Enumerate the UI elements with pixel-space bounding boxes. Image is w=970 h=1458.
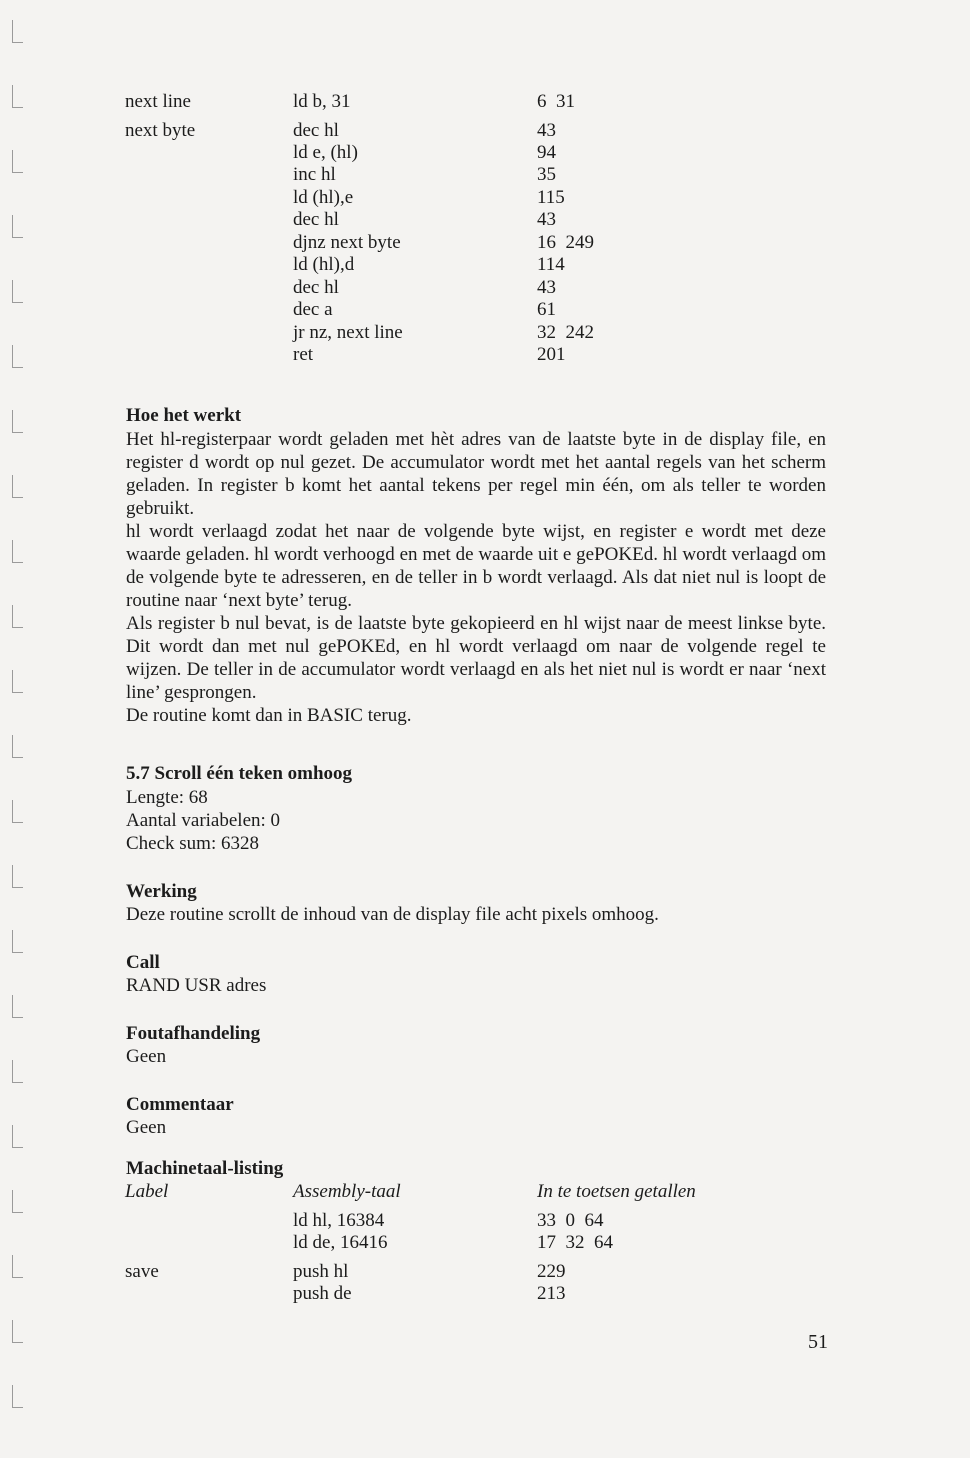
section-checksum: Check sum: 6328 (126, 833, 259, 854)
listing-nums-cell: 61 (537, 299, 556, 320)
column-label-header: Label (125, 1181, 169, 1202)
listing-nums-cell: 201 (537, 344, 566, 365)
listing-nums-cell: 229 (537, 1261, 566, 1282)
page-number: 51 (808, 1331, 828, 1353)
binding-mark (12, 605, 23, 628)
listing-asm-cell: ret (293, 344, 314, 365)
binding-mark (12, 995, 23, 1018)
werking-heading: Werking (126, 881, 197, 902)
how-body (126, 428, 826, 727)
binding-mark (12, 930, 23, 953)
listing-asm-cell: push hl (293, 1261, 349, 1282)
listing-asm-cell: dec hl (293, 277, 339, 298)
binding-mark (12, 345, 23, 368)
listing-label-cell: next line (125, 91, 191, 112)
comm-text: Geen (126, 1117, 167, 1138)
listing-nums-cell: 43 (537, 209, 556, 230)
binding-mark (12, 865, 23, 888)
section-heading: 5.7 Scroll één teken omhoog (126, 763, 353, 784)
listing-nums-cell: 35 (537, 164, 556, 185)
listing-nums-cell: 94 (537, 142, 556, 163)
listing-nums-cell: 32 242 (537, 322, 594, 343)
binding-mark (12, 670, 23, 693)
listing-nums-cell: 114 (537, 254, 565, 275)
listing-label-cell: save (125, 1261, 159, 1282)
werking-text: Deze routine scrollt de inhoud van de display file acht pixels omhoog. (126, 904, 659, 925)
listing-nums-cell: 213 (537, 1283, 566, 1304)
listing-asm-cell: ld de, 16416 (293, 1232, 388, 1253)
listing-asm-cell: inc hl (293, 164, 336, 185)
listing-asm-cell: ld e, (hl) (293, 142, 358, 163)
binding-mark (12, 800, 23, 823)
listing-label-cell: next byte (125, 120, 196, 141)
listing-asm-cell: jr nz, next line (293, 322, 403, 343)
binding-mark (12, 85, 23, 108)
binding-mark (12, 1385, 23, 1408)
binding-mark (12, 1125, 23, 1148)
listing-asm-cell: push de (293, 1283, 352, 1304)
listing-nums-cell: 43 (537, 277, 556, 298)
spiral-binding (12, 20, 26, 1440)
comm-heading: Commentaar (126, 1094, 234, 1115)
binding-mark (12, 150, 23, 173)
listing-asm-cell: dec a (293, 299, 333, 320)
how-paragraph: Als register b nul bevat, is de laatste byte gekopieerd en hl wijst naar de meest linkse byte. Dit wordt dan met nul gePOKEd, en hl wordt verlaagd om naar de volgende regel te wijzen. De teller in de accumulator wordt verlaagd en als het niet nul is wordt er naar ‘next line’ gesprongen. (126, 613, 826, 703)
call-text: RAND USR adres (126, 975, 267, 996)
listing-heading: Machinetaal-listing (126, 1158, 284, 1179)
listing-nums-cell: 16 249 (537, 232, 594, 253)
binding-mark (12, 735, 23, 758)
binding-mark (12, 475, 23, 498)
binding-mark (12, 20, 23, 43)
binding-mark (12, 410, 23, 433)
fout-heading: Foutafhandeling (126, 1023, 261, 1044)
fout-text: Geen (126, 1046, 167, 1067)
listing-asm-cell: dec hl (293, 209, 339, 230)
binding-mark (12, 1060, 23, 1083)
binding-mark (12, 1255, 23, 1278)
section-variables: Aantal variabelen: 0 (126, 810, 281, 831)
listing-nums-cell: 43 (537, 120, 556, 141)
call-heading: Call (126, 952, 160, 973)
listing-nums-cell: 6 31 (537, 91, 575, 112)
listing-asm-cell: ld (hl),e (293, 187, 354, 208)
listing-asm-cell: djnz next byte (293, 232, 401, 253)
listing-asm-cell: dec hl (293, 120, 339, 141)
listing-nums-cell: 33 0 64 (537, 1210, 604, 1231)
binding-mark (12, 1320, 23, 1343)
column-asm-header: Assembly-taal (293, 1181, 401, 1202)
column-nums-header: In te toetsen getallen (537, 1181, 696, 1202)
how-paragraph: De routine komt dan in BASIC terug. (126, 705, 412, 726)
how-paragraph: Het hl-registerpaar wordt geladen met hèt adres van de laatste byte in de display file, en register d wordt op nul gezet. De accumulator wordt met het aantal regels van het scherm geladen. In register b komt het aantal tekens per regel min één, om als teller te worden gebruikt. (126, 429, 826, 519)
binding-mark (12, 540, 23, 563)
listing-asm-cell: ld b, 31 (293, 91, 351, 112)
listing-asm-cell: ld hl, 16384 (293, 1210, 385, 1231)
listing-nums-cell: 115 (537, 187, 565, 208)
section-length: Lengte: 68 (126, 787, 208, 808)
binding-mark (12, 1190, 23, 1213)
listing-nums-cell: 17 32 64 (537, 1232, 613, 1253)
how-paragraph: hl wordt verlaagd zodat het naar de volgende byte wijst, en register e wordt met deze waarde geladen. hl wordt verhoogd en met de waarde uit e gePOKEd. hl wordt verlaagd om de volgende byte te adresseren, en de teller in b wordt verlaagd. Als dat niet nul is loopt de routine naar ‘next byte’ terug. (126, 521, 826, 611)
how-heading: Hoe het werkt (126, 405, 242, 426)
listing-asm-cell: ld (hl),d (293, 254, 355, 275)
binding-mark (12, 280, 23, 303)
binding-mark (12, 215, 23, 238)
